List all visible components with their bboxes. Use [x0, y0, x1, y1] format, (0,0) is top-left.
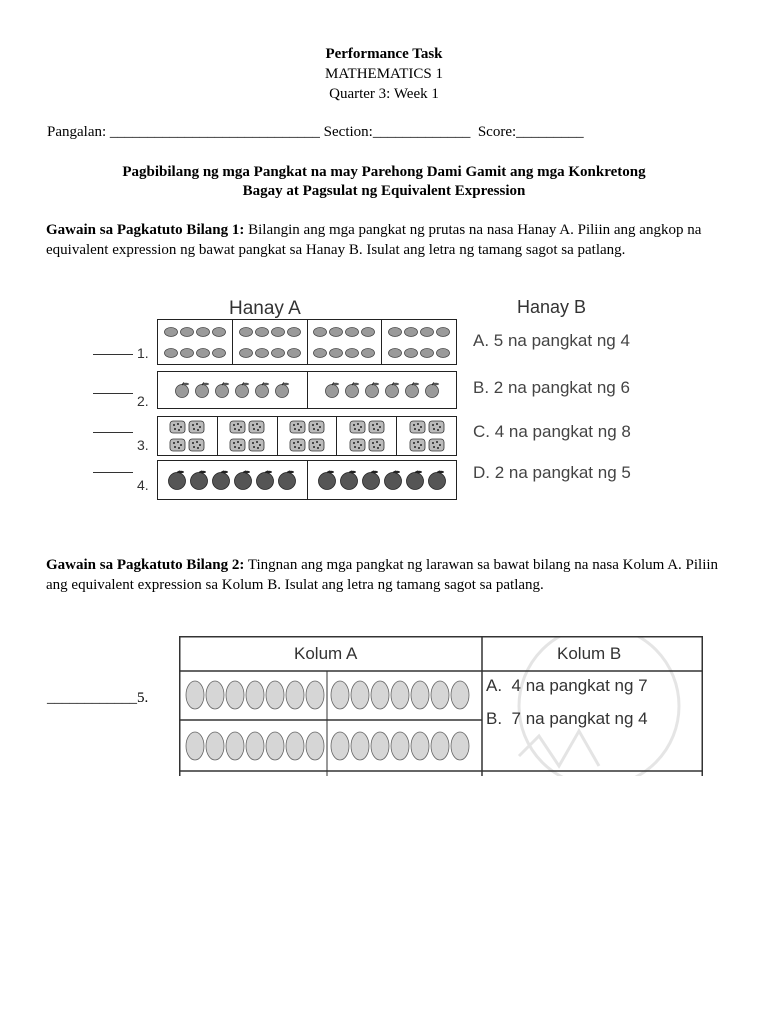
- mango-icon: [420, 326, 434, 337]
- activity2-heading: Gawain sa Pagkatuto Bilang 2:: [46, 557, 245, 573]
- strawberry-icon: [349, 420, 366, 434]
- orange-icon: [427, 470, 447, 490]
- mango-icon: [436, 326, 450, 337]
- mango-icon: [196, 326, 210, 337]
- item-number-5: 5.: [137, 690, 149, 706]
- fruit-group: [337, 417, 397, 455]
- strawberry-icon: [169, 438, 186, 452]
- lesson-title-line1: Pagbibilang ng mga Pangkat na may Parehong Dami Gamit ang mga Konkretong: [122, 164, 646, 180]
- strawberry-icon: [188, 438, 205, 452]
- seed-icon: [431, 732, 449, 760]
- hanay-b-option-a: A. 5 na pangkat ng 4: [473, 331, 630, 350]
- seed-icon: [226, 732, 244, 760]
- answer-line-5[interactable]: ____________: [47, 690, 137, 706]
- seed-icon: [286, 732, 304, 760]
- strawberry-icon: [248, 438, 265, 452]
- apple-icon: [273, 382, 291, 398]
- seed-icon: [266, 732, 284, 760]
- strawberry-icon: [368, 438, 385, 452]
- activity2-instructions: [46, 555, 736, 595]
- mango-icon: [329, 326, 343, 337]
- orange-icon: [405, 470, 425, 490]
- mango-icon: [420, 347, 434, 358]
- fruit-group: [158, 417, 218, 455]
- kolum-b-option-a: [486, 676, 648, 696]
- mango-icon: [388, 326, 402, 337]
- student-info-line: [47, 124, 584, 141]
- strawberry-icon: [308, 438, 325, 452]
- fruit-group: [308, 320, 383, 364]
- seed-icon: [246, 681, 264, 709]
- strawberry-icon: [248, 420, 265, 434]
- strawberry-icon: [308, 420, 325, 434]
- hanay-b-option-d: D. 2 na pangkat ng 5: [473, 463, 631, 482]
- apple-icon: [423, 382, 441, 398]
- mango-icon: [287, 326, 301, 337]
- seed-icon: [331, 732, 349, 760]
- fruit-group: [278, 417, 338, 455]
- seed-icon: [331, 681, 349, 709]
- apple-icon: [233, 382, 251, 398]
- doc-subject: MATHEMATICS 1: [325, 66, 443, 82]
- seed-icon: [306, 681, 324, 709]
- mango-icon: [329, 347, 343, 358]
- seed-icon: [371, 732, 389, 760]
- seed-icon: [391, 681, 409, 709]
- fruit-groups-row-2: [157, 371, 457, 409]
- kolum-b-option-b: [486, 709, 648, 729]
- fruit-group: [308, 372, 457, 408]
- mango-icon: [271, 326, 285, 337]
- fruit-group: [382, 320, 456, 364]
- mango-icon: [361, 326, 375, 337]
- lesson-title-line2: Bagay at Pagsulat ng Equivalent Expression: [242, 183, 526, 199]
- answer-line-1[interactable]: [93, 354, 133, 355]
- section-field[interactable]: _____________: [372, 124, 471, 140]
- mango-icon: [345, 326, 359, 337]
- mango-icon: [313, 347, 327, 358]
- orange-icon: [277, 470, 297, 490]
- mango-icon: [345, 347, 359, 358]
- fruit-group: [158, 372, 308, 408]
- kolum-b-option-a-letter: A.: [486, 676, 503, 695]
- fruit-group: [397, 417, 456, 455]
- activity2-text: Tingnan ang mga pangkat ng larawan sa bawat bilang na nasa Kolum A. Piliin ang equivalent expression sa Kolum B. Isulat ang letra ng tamang sagot sa patlang.: [46, 557, 719, 593]
- mango-icon: [404, 347, 418, 358]
- mango-icon: [239, 326, 253, 337]
- mango-icon: [212, 347, 226, 358]
- answer-line-4[interactable]: [93, 472, 133, 473]
- mango-icon: [388, 347, 402, 358]
- mango-icon: [180, 326, 194, 337]
- seed-icon: [451, 681, 469, 709]
- strawberry-icon: [409, 438, 426, 452]
- apple-icon: [253, 382, 271, 398]
- hanay-a-title: Hanay A: [229, 298, 301, 319]
- seed-icon: [186, 732, 204, 760]
- mango-icon: [239, 347, 253, 358]
- apple-icon: [363, 382, 381, 398]
- mango-icon: [196, 347, 210, 358]
- seed-icon: [411, 732, 429, 760]
- seed-icon: [206, 732, 224, 760]
- mango-icon: [212, 326, 226, 337]
- name-label: Pangalan:: [47, 124, 107, 140]
- hanay-b-title: Hanay B: [517, 297, 587, 317]
- mango-icon: [436, 347, 450, 358]
- seed-icon: [306, 732, 324, 760]
- mango-icon: [404, 326, 418, 337]
- name-field[interactable]: ____________________________: [109, 124, 320, 140]
- kolum-b-option-a-text: 4 na pangkat ng 7: [511, 676, 648, 695]
- seed-icon: [286, 681, 304, 709]
- seed-icon: [186, 681, 204, 709]
- kolum-b-option-b-text: 7 na pangkat ng 4: [511, 709, 648, 728]
- strawberry-icon: [229, 438, 246, 452]
- seed-icon: [226, 681, 244, 709]
- doc-quarter: Quarter 3: Week 1: [329, 86, 439, 102]
- activity1-heading: Gawain sa Pagkatuto Bilang 1:: [46, 222, 245, 238]
- mango-icon: [361, 347, 375, 358]
- strawberry-icon: [229, 420, 246, 434]
- strawberry-icon: [428, 438, 445, 452]
- doc-title: Performance Task: [325, 46, 443, 62]
- item-number-1: 1.: [137, 345, 149, 361]
- seed-icon: [411, 681, 429, 709]
- fruit-groups-row-4: [157, 460, 457, 500]
- strawberry-icon: [289, 420, 306, 434]
- answer-line-3[interactable]: [93, 432, 133, 433]
- orange-icon: [361, 470, 381, 490]
- kolum-b-title: Kolum B: [557, 644, 622, 663]
- seed-icon: [246, 732, 264, 760]
- mango-icon: [164, 326, 178, 337]
- fruit-group: [158, 320, 233, 364]
- seed-icon: [206, 681, 224, 709]
- fruit-group: [308, 461, 457, 499]
- orange-icon: [189, 470, 209, 490]
- answer-line-2[interactable]: [93, 393, 133, 394]
- score-field[interactable]: _________: [516, 124, 584, 140]
- kolum-table: [179, 636, 703, 776]
- mango-icon: [180, 347, 194, 358]
- mango-icon: [287, 347, 301, 358]
- kolum-a-title: Kolum A: [294, 644, 358, 663]
- fruit-group: [158, 461, 308, 499]
- seed-icon: [391, 732, 409, 760]
- fruit-groups-row-1: [157, 319, 457, 365]
- fruit-groups-row-3: [157, 416, 457, 456]
- apple-icon: [403, 382, 421, 398]
- apple-icon: [193, 382, 211, 398]
- hanay-b-option-b: B. 2 na pangkat ng 6: [473, 378, 630, 397]
- strawberry-icon: [368, 420, 385, 434]
- mango-icon: [271, 347, 285, 358]
- item-number-3: 3.: [137, 437, 149, 453]
- strawberry-icon: [428, 420, 445, 434]
- strawberry-icon: [188, 420, 205, 434]
- seed-icon: [266, 681, 284, 709]
- orange-icon: [317, 470, 337, 490]
- item-number-4: 4.: [137, 477, 149, 493]
- orange-icon: [383, 470, 403, 490]
- seed-icon: [431, 681, 449, 709]
- section-label: Section:: [323, 124, 373, 140]
- seed-icon: [351, 681, 369, 709]
- kolum-table-drawing: [179, 636, 703, 776]
- strawberry-icon: [169, 420, 186, 434]
- score-label: Score:: [477, 124, 517, 140]
- activity1-instructions: [46, 220, 736, 260]
- apple-icon: [213, 382, 231, 398]
- mango-icon: [255, 347, 269, 358]
- mango-icon: [255, 326, 269, 337]
- apple-icon: [343, 382, 361, 398]
- orange-icon: [255, 470, 275, 490]
- hanay-b-option-c: C. 4 na pangkat ng 8: [473, 422, 631, 441]
- seed-icon: [351, 732, 369, 760]
- apple-icon: [323, 382, 341, 398]
- strawberry-icon: [289, 438, 306, 452]
- apple-icon: [173, 382, 191, 398]
- orange-icon: [211, 470, 231, 490]
- apple-icon: [383, 382, 401, 398]
- activity1-text: Bilangin ang mga pangkat ng prutas na nasa Hanay A. Piliin ang angkop na equivalent expression ng bawat pangkat sa Hanay B. Isulat ang letra ng tamang sagot sa patlang.: [46, 222, 702, 258]
- mango-icon: [164, 347, 178, 358]
- item5-answer: [47, 690, 148, 707]
- orange-icon: [167, 470, 187, 490]
- seed-icon: [451, 732, 469, 760]
- kolum-b-option-b-letter: B.: [486, 709, 503, 728]
- strawberry-icon: [349, 438, 366, 452]
- orange-icon: [233, 470, 253, 490]
- seed-icon: [371, 681, 389, 709]
- orange-icon: [339, 470, 359, 490]
- fruit-group: [218, 417, 278, 455]
- strawberry-icon: [409, 420, 426, 434]
- item-number-2: 2.: [137, 393, 149, 409]
- mango-icon: [313, 326, 327, 337]
- fruit-group: [233, 320, 308, 364]
